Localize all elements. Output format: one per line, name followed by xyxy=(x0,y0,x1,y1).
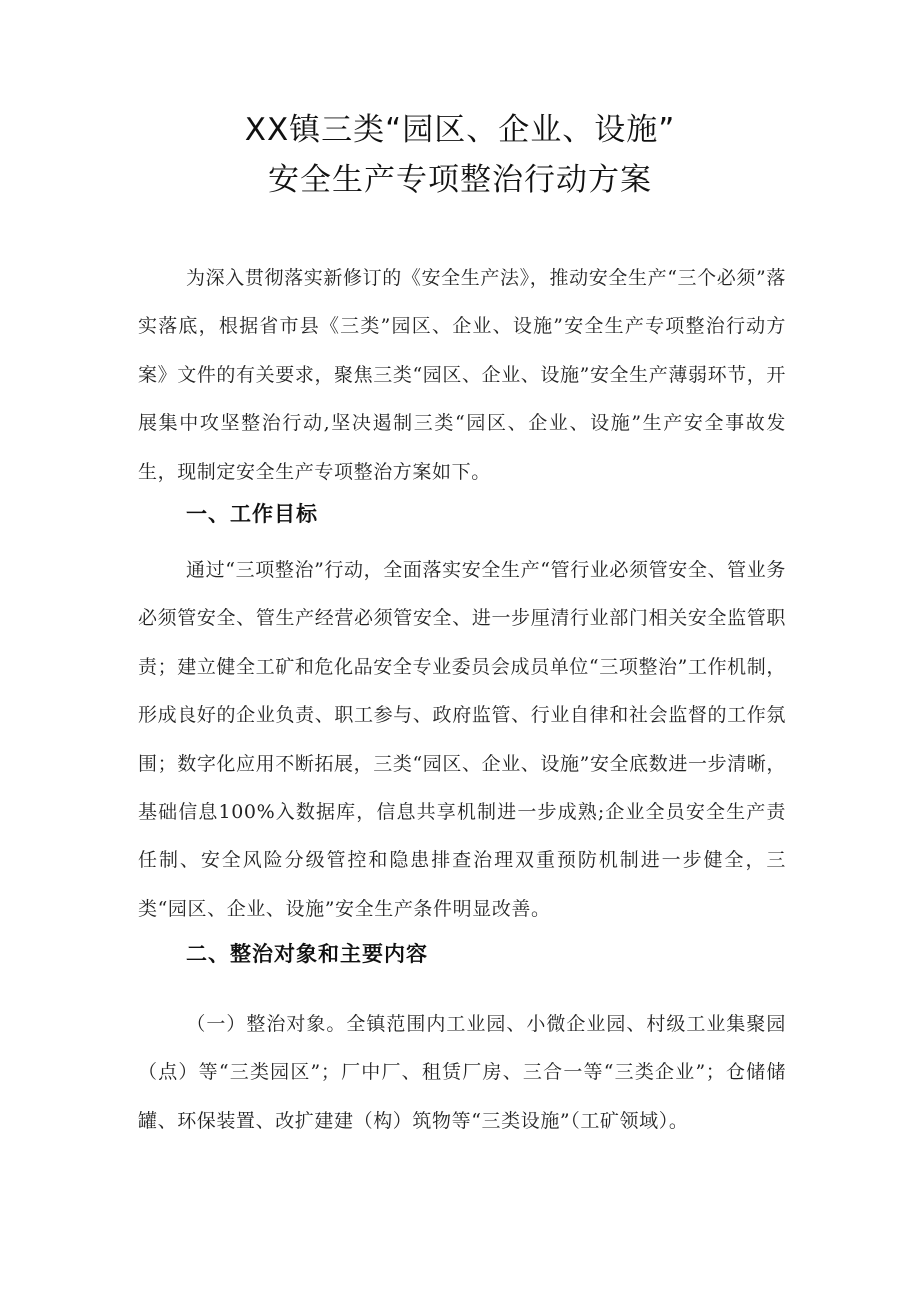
document-title-line2: 安全生产专项整治行动方案 xyxy=(268,162,652,198)
section1-heading: 一、工作目标 xyxy=(186,502,318,526)
section1-text: 通过“三项整治”行动，全面落实安全生产“管行业必须管安全、管业务必须管安全、管生产经营必须管安全、进一步厘清行业部门相关安全监管职责；建立健全工矿和危化品安全专业委员会成员单位“三项整治”工作机制，形成良好的企业负责、职工参与、政府监管、行业自律和社会监督的工作氛围；数字化应用不断拓展，三类“园区、企业、设施”安全底数进一步清晰，基础信息100%入数据库，信息共享机制进一步成熟;企业全员安全生产责任制、安全风险分级管控和隐患排查治理双重预防机制进一步健全，三类“园区、企业、设施”安全生产条件明显改善。 xyxy=(138,559,786,920)
section2-heading: 二、整治对象和主要内容 xyxy=(186,942,428,966)
section1-paragraph xyxy=(138,546,786,933)
intro-paragraph xyxy=(138,254,786,496)
section2-item1-text: （一）整治对象。全镇范围内工业园、小微企业园、村级工业集聚园（点）等“三类园区”；厂中厂、租赁厂房、三合一等“三类企业”；仓储储罐、环保装置、改扩建建（构）筑物等“三类设施”（工矿领域）。 xyxy=(138,1013,786,1132)
intro-text: 为深入贯彻落实新修订的《安全生产法》，推动安全生产“三个必须”落实落底，根据省市县《三类”园区、企业、设施”安全生产专项整治行动方案》文件的有关要求，聚焦三类“园区、企业、设施”安全生产薄弱环节，开展集中攻坚整治行动,坚决遏制三类“园区、企业、设施”生产安全事故发生，现制定安全生产专项整治方案如下。 xyxy=(138,267,786,483)
section2-item1-paragraph xyxy=(138,1000,786,1145)
document-title-line1: XX镇三类“园区、企业、设施” xyxy=(244,112,676,148)
